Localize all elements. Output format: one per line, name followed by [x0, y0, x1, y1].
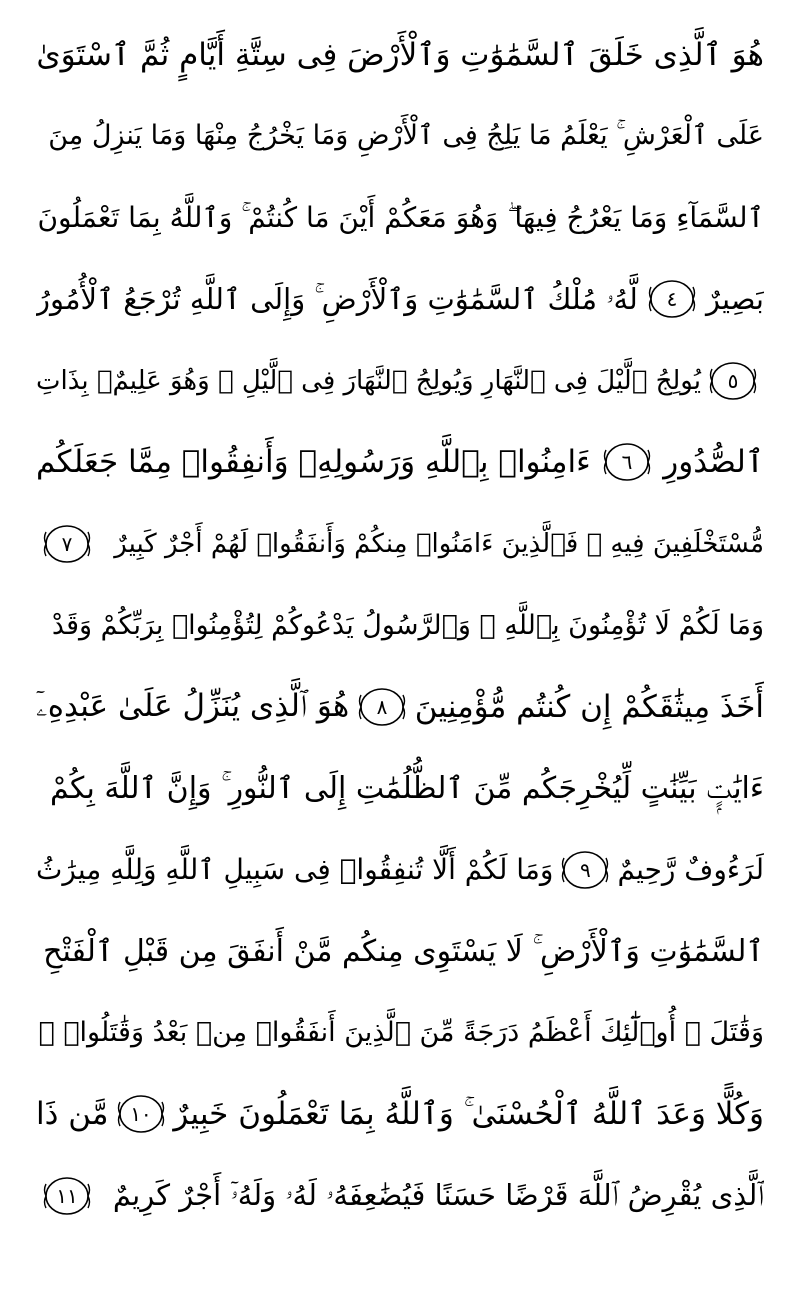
text-line	[36, 177, 764, 259]
verse-text: لَّهُۥ مُلْكُ ٱلسَّمَٰوَٰتِ وَٱلْأَرْضِ ۚ وَإِلَى ٱللَّهِ تُرْجَعُ ٱلْأُمُورُ	[36, 281, 638, 316]
text-line	[36, 1155, 764, 1237]
verse-number-marker	[602, 440, 652, 484]
verse-text: ٱلصُّدُورِ	[663, 444, 764, 481]
verse-text: مُّسْتَخْلَفِينَ فِيهِ ۖ فَٱلَّذِينَ ءَامَنُوا۟ مِنكُمْ وَأَنفَقُوا۟ لَهُمْ أَجْرٌ كَبِيرٌ	[114, 528, 764, 559]
verse-number: ١٠	[130, 1102, 152, 1127]
verse-text: بَصِيرٌ	[706, 282, 764, 317]
verse-text: ٱلسَّمَآءِ وَمَا يَعْرُجُ فِيهَا ۖ وَهُوَ مَعَكُمْ أَيْنَ مَا كُنتُمْ ۚ وَٱللَّهُ بِمَا تَعْمَلُونَ	[37, 200, 764, 234]
text-line	[36, 96, 764, 178]
verse-text: أَخَذَ مِيثَٰقَكُمْ إِن كُنتُم مُّؤْمِنِينَ	[414, 688, 764, 725]
verse-number-marker	[116, 1092, 166, 1136]
verse-number-marker	[357, 685, 407, 729]
verse-text: عَلَى ٱلْعَرْشِ ۚ يَعْلَمُ مَا يَلِجُ فِى ٱلْأَرْضِ وَمَا يَخْرُجُ مِنْهَا وَمَا يَنزِلُ مِنَ	[48, 120, 764, 152]
text-line	[36, 14, 764, 96]
verse-text: وَقَٰتَلَ ۚ أُو۟لَٰٓئِكَ أَعْظَمُ دَرَجَةً مِّنَ ٱلَّذِينَ أَنفَقُوا۟ مِنۢ بَعْدُ وَقَٰتَلُوا۟ ۚ	[38, 1017, 764, 1049]
verse-text: ٱلسَّمَٰوَٰتِ وَٱلْأَرْضِ ۚ لَا يَسْتَوِى مِنكُم مَّنْ أَنفَقَ مِن قَبْلِ ٱلْفَتْحِ	[43, 933, 764, 969]
verse-number: ١١	[56, 1183, 78, 1208]
verse-text: وَمَا لَكُمْ لَا تُؤْمِنُونَ بِٱللَّهِ ۙ وَٱلرَّسُولُ يَدْعُوكُمْ لِتُؤْمِنُوا۟ بِرَبِّكُمْ وَقَدْ	[51, 609, 764, 641]
verse-text: مَّن ذَا	[36, 1096, 109, 1133]
verse-text: ءَايَٰتٍۭ بَيِّنَٰتٍ لِّيُخْرِجَكُم مِّنَ ٱلظُّلُمَٰتِ إِلَى ٱلنُّورِ ۚ وَإِنَّ ٱللَّهَ بِكُمْ	[49, 770, 764, 806]
verse-number: ٥	[727, 368, 739, 393]
text-line	[36, 340, 764, 422]
text-line	[36, 1074, 764, 1156]
verse-text: هُوَ ٱلَّذِى خَلَقَ ٱلسَّمَٰوَٰتِ وَٱلْأَرْضَ فِى سِتَّةِ أَيَّامٍ ثُمَّ ٱسْتَوَىٰ	[36, 36, 764, 73]
verse-number: ٤	[666, 287, 678, 312]
verse-number-marker	[708, 359, 758, 403]
verse-number-marker	[647, 277, 697, 321]
text-line	[36, 422, 764, 504]
verse-number: ٦	[621, 450, 633, 475]
verse-text: هُوَ ٱلَّذِى يُنَزِّلُ عَلَىٰ عَبْدِهِۦٓ	[36, 688, 350, 725]
text-line	[36, 992, 764, 1074]
verse-number: ٨	[376, 694, 388, 719]
verse-text: لَرَءُوفٌ رَّحِيمٌ	[617, 853, 764, 887]
verse-text: وَمَا لَكُمْ أَلَّا تُنفِقُوا۟ فِى سَبِيلِ ٱللَّهِ وَلِلَّهِ مِيرَٰثُ	[36, 853, 554, 887]
verse-text: يُولِجُ ٱلَّيْلَ فِى ٱلنَّهَارِ وَيُولِجُ ٱلنَّهَارَ فِى ٱلَّيْلِ ۚ وَهُوَ عَلِيمٌۢ بِذَاتِ	[36, 365, 701, 396]
verse-number: ٩	[580, 857, 591, 882]
verse-number-marker	[42, 522, 92, 566]
verse-text: ٱلَّذِى يُقْرِضُ ٱللَّهَ قَرْضًا حَسَنًا فَيُضَٰعِفَهُۥ لَهُۥ وَلَهُۥٓ أَجْرٌ كَرِيمٌ	[112, 1178, 764, 1213]
verse-number-marker	[560, 848, 610, 892]
verse-text: وَكُلًّا وَعَدَ ٱللَّهُ ٱلْحُسْنَىٰ ۚ وَٱللَّهُ بِمَا تَعْمَلُونَ خَبِيرٌ	[173, 1095, 764, 1132]
verse-number: ٧	[61, 531, 73, 556]
text-line	[36, 748, 764, 830]
text-line	[36, 259, 764, 341]
text-line	[36, 911, 764, 993]
verse-text: ءَامِنُوا۟ بِٱللَّهِ وَرَسُولِهِۦ وَأَنفِقُوا۟ مِمَّا جَعَلَكُم	[36, 444, 591, 481]
text-line	[36, 829, 764, 911]
verse-number-marker	[42, 1174, 92, 1218]
text-line	[36, 666, 764, 748]
text-line	[36, 585, 764, 667]
text-line	[36, 503, 764, 585]
